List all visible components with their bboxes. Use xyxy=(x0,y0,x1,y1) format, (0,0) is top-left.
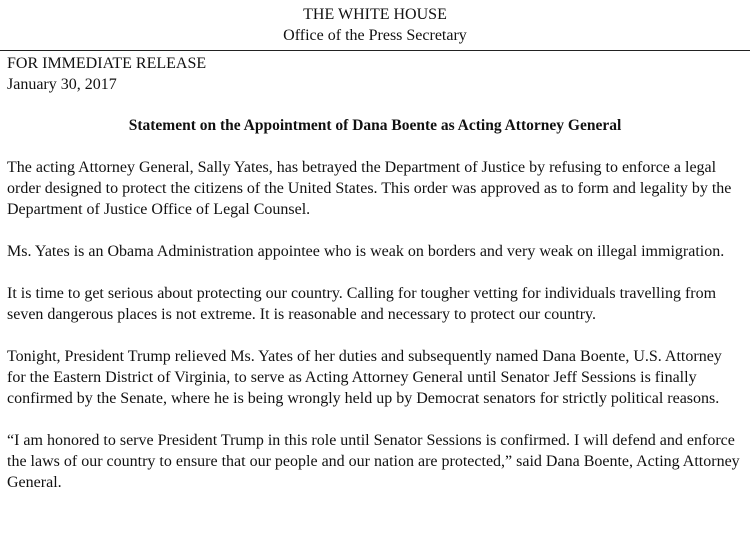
paragraph: The acting Attorney General, Sally Yates, has betrayed the Department of Justice by refusing to enforce a legal order designed to protect the citizens of the United States. This order was approved as to form and legality by the Department of Justice Office of Legal Counsel. xyxy=(7,159,732,218)
paragraph: Tonight, President Trump relieved Ms. Yates of her duties and subsequently named Dana Boente, U.S. Attorney for the Eastern District of Virginia, to serve as Acting Attorney General until Senator Jeff Sessions is finally confirmed by the Senate, where he is being wrongly held up by Democrat senators for strictly political reasons. xyxy=(7,348,722,407)
statement-title: Statement on the Appointment of Dana Boente as Acting Attorney General xyxy=(128,117,622,134)
paragraph: “I am honored to serve President Trump in this role until Senator Sessions is confirmed. I will defend and enforce the laws of our country to ensure that our people and our nation are protected,” said Dana Boente, Acting Attorney General. xyxy=(7,432,740,491)
paragraph: It is time to get serious about protecting our country. Calling for tougher vetting for individuals travelling from seven dangerous places is not extreme. It is reasonable and necessary to protect our country. xyxy=(7,285,717,323)
release-label: FOR IMMEDIATE RELEASE xyxy=(7,55,207,72)
paragraph: Ms. Yates is an Obama Administration appointee who is weak on borders and very weak on illegal immigration. xyxy=(7,243,725,260)
letterhead xyxy=(0,0,750,46)
release-date: January 30, 2017 xyxy=(7,76,117,93)
header-divider xyxy=(0,50,750,51)
office-name: Office of the Press Secretary xyxy=(283,27,467,44)
statement-body xyxy=(0,157,750,493)
release-info xyxy=(0,53,750,95)
org-name: THE WHITE HOUSE xyxy=(303,6,447,23)
